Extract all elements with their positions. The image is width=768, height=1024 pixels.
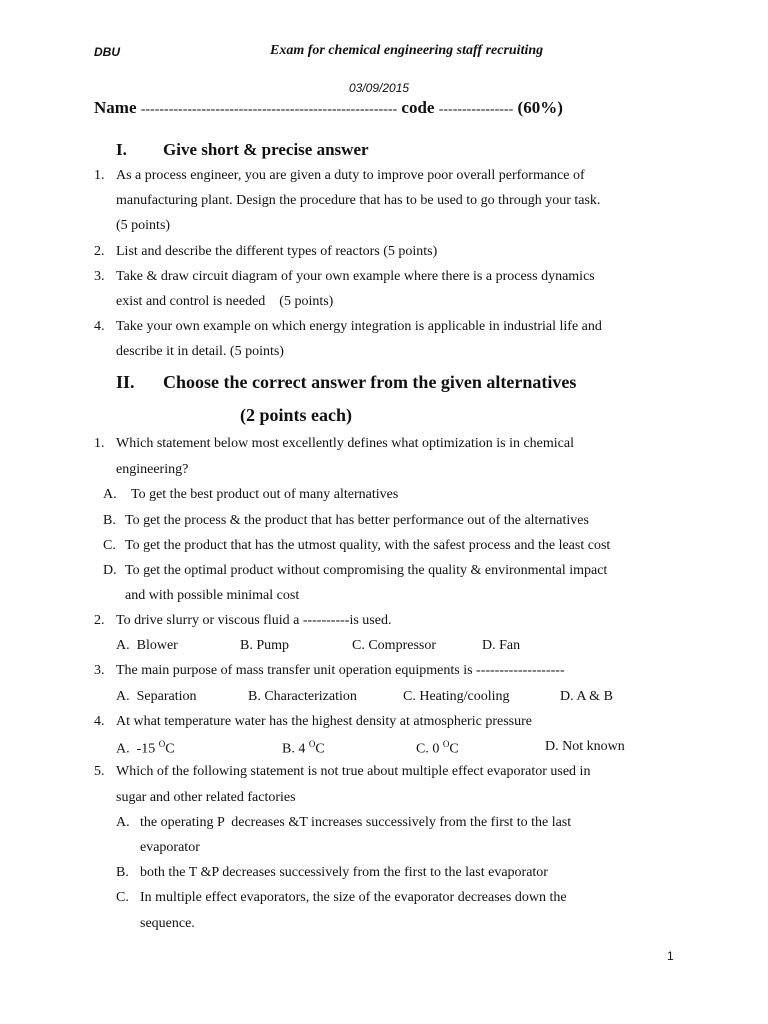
s2-q2-option-b: B. Pump [240,638,290,653]
s2-q5-option-b-letter: B. [116,865,129,880]
s2-q5-line1: Which of the following statement is not true about multiple effect evaporator used in [116,764,591,779]
s2-q5-option-c-letter: C. [116,890,129,905]
s2-q5-number: 5. [94,764,105,779]
s2-q1-option-c: To get the product that has the utmost quality, with the safest process and the least cost [125,538,611,553]
s1-q4-line2: describe it in detail. (5 points) [116,344,284,359]
section-2-numeral: II. [116,372,135,392]
s2-q4-option-b: B. 4 $^O$C [282,739,325,757]
s2-q2-option-a: A. Blower [116,638,178,653]
s2-q1-option-d: To get the optimal product without compromising the quality & environmental impact [125,563,608,578]
s1-q4-number: 4. [94,319,105,334]
s2-q1-line1: Which statement below most excellently defines what optimization is in chemical [116,436,574,451]
s2-q5-option-a-line2: evaporator [140,840,200,855]
exam-date: 03/09/2015 [349,81,410,95]
s2-q1-number: 1. [94,436,105,451]
s1-q3-line2: exist and control is needed (5 points) [116,294,334,309]
name-blank: ------------------------------------------------------- [140,102,398,117]
s2-q5-option-b-line1: both the T &P decreases successively from the first to the last evaporator [140,865,548,880]
s2-q1-option-b-letter: B. [103,513,116,528]
exam-title: Exam for chemical engineering staff recruiting [270,43,544,58]
s1-q1-line1: As a process engineer, you are given a duty to improve poor overall performance of [116,168,585,183]
s2-q5-option-a-letter: A. [116,815,130,830]
s2-q2-option-c: C. Compressor [352,638,436,653]
section-2-points: (2 points each) [240,405,352,425]
s2-q3-option-d: D. A & B [560,689,613,704]
s2-q4-text: At what temperature water has the highest density at atmospheric pressure [116,714,532,729]
s2-q4-option-c: C. 0 $^O$C [416,739,459,757]
s2-q5-option-c-line2: sequence. [140,916,195,931]
code-label: code [401,98,435,117]
s2-q4-number: 4. [94,714,105,729]
s2-q5-line2: sugar and other related factories [116,790,296,805]
s1-q2-line1: List and describe the different types of reactors (5 points) [116,244,438,259]
section-2-heading: Choose the correct answer from the given alternatives [163,372,577,392]
s2-q3-text: The main purpose of mass transfer unit operation equipments is ------------------- [116,663,565,678]
s1-q4-line1: Take your own example on which energy integration is applicable in industrial life and [116,319,602,334]
s2-q3-option-c: C. Heating/cooling [403,689,510,704]
s2-q1-option-b: To get the process & the product that has better performance out of the alternatives [125,513,589,528]
s1-q1-line2: manufacturing plant. Design the procedure that has to be used to go through your task. [116,193,601,208]
section-1-heading: Give short & precise answer [163,140,369,159]
header-left: DBU [94,45,120,59]
s2-q1-option-a: To get the best product out of many alternatives [131,487,399,502]
s2-q5-option-c-line1: In multiple effect evaporators, the size of the evaporator decreases down the [140,890,567,905]
s2-q5-option-a-line1: the operating P decreases &T increases successively from the first to the last [140,815,572,830]
s2-q2-text: To drive slurry or viscous fluid a ----------is used. [116,613,392,628]
s2-q4-option-a: A. -15 $^O$C [116,739,175,757]
s2-q1-option-c-letter: C. [103,538,116,553]
s1-q1-line3: (5 points) [116,218,171,233]
s2-q4-option-d: D. Not known [545,739,625,754]
code-blank: ---------------- [438,102,514,117]
s2-q3-option-b: B. Characterization [248,689,357,704]
s1-q3-number: 3. [94,269,105,284]
percent-label: (60%) [517,98,563,117]
s2-q2-option-d: D. Fan [482,638,521,653]
s2-q3-number: 3. [94,663,105,678]
s2-q3-option-a: A. Separation [116,689,197,704]
page-number: 1 [667,949,674,963]
name-label: Name [94,98,137,117]
s1-q3-line1: Take & draw circuit diagram of your own example where there is a process dynamics [116,269,595,284]
s2-q1-option-a-letter: A. [103,487,117,502]
s1-q1-number: 1. [94,168,105,183]
s2-q1-option-d-letter: D. [103,563,117,578]
s2-q1-line2: engineering? [116,462,189,477]
s1-q2-number: 2. [94,244,105,259]
name-line [94,98,563,118]
section-1-numeral: I. [116,140,127,159]
s2-q1-option-d-cont: and with possible minimal cost [125,588,300,603]
s2-q2-number: 2. [94,613,105,628]
